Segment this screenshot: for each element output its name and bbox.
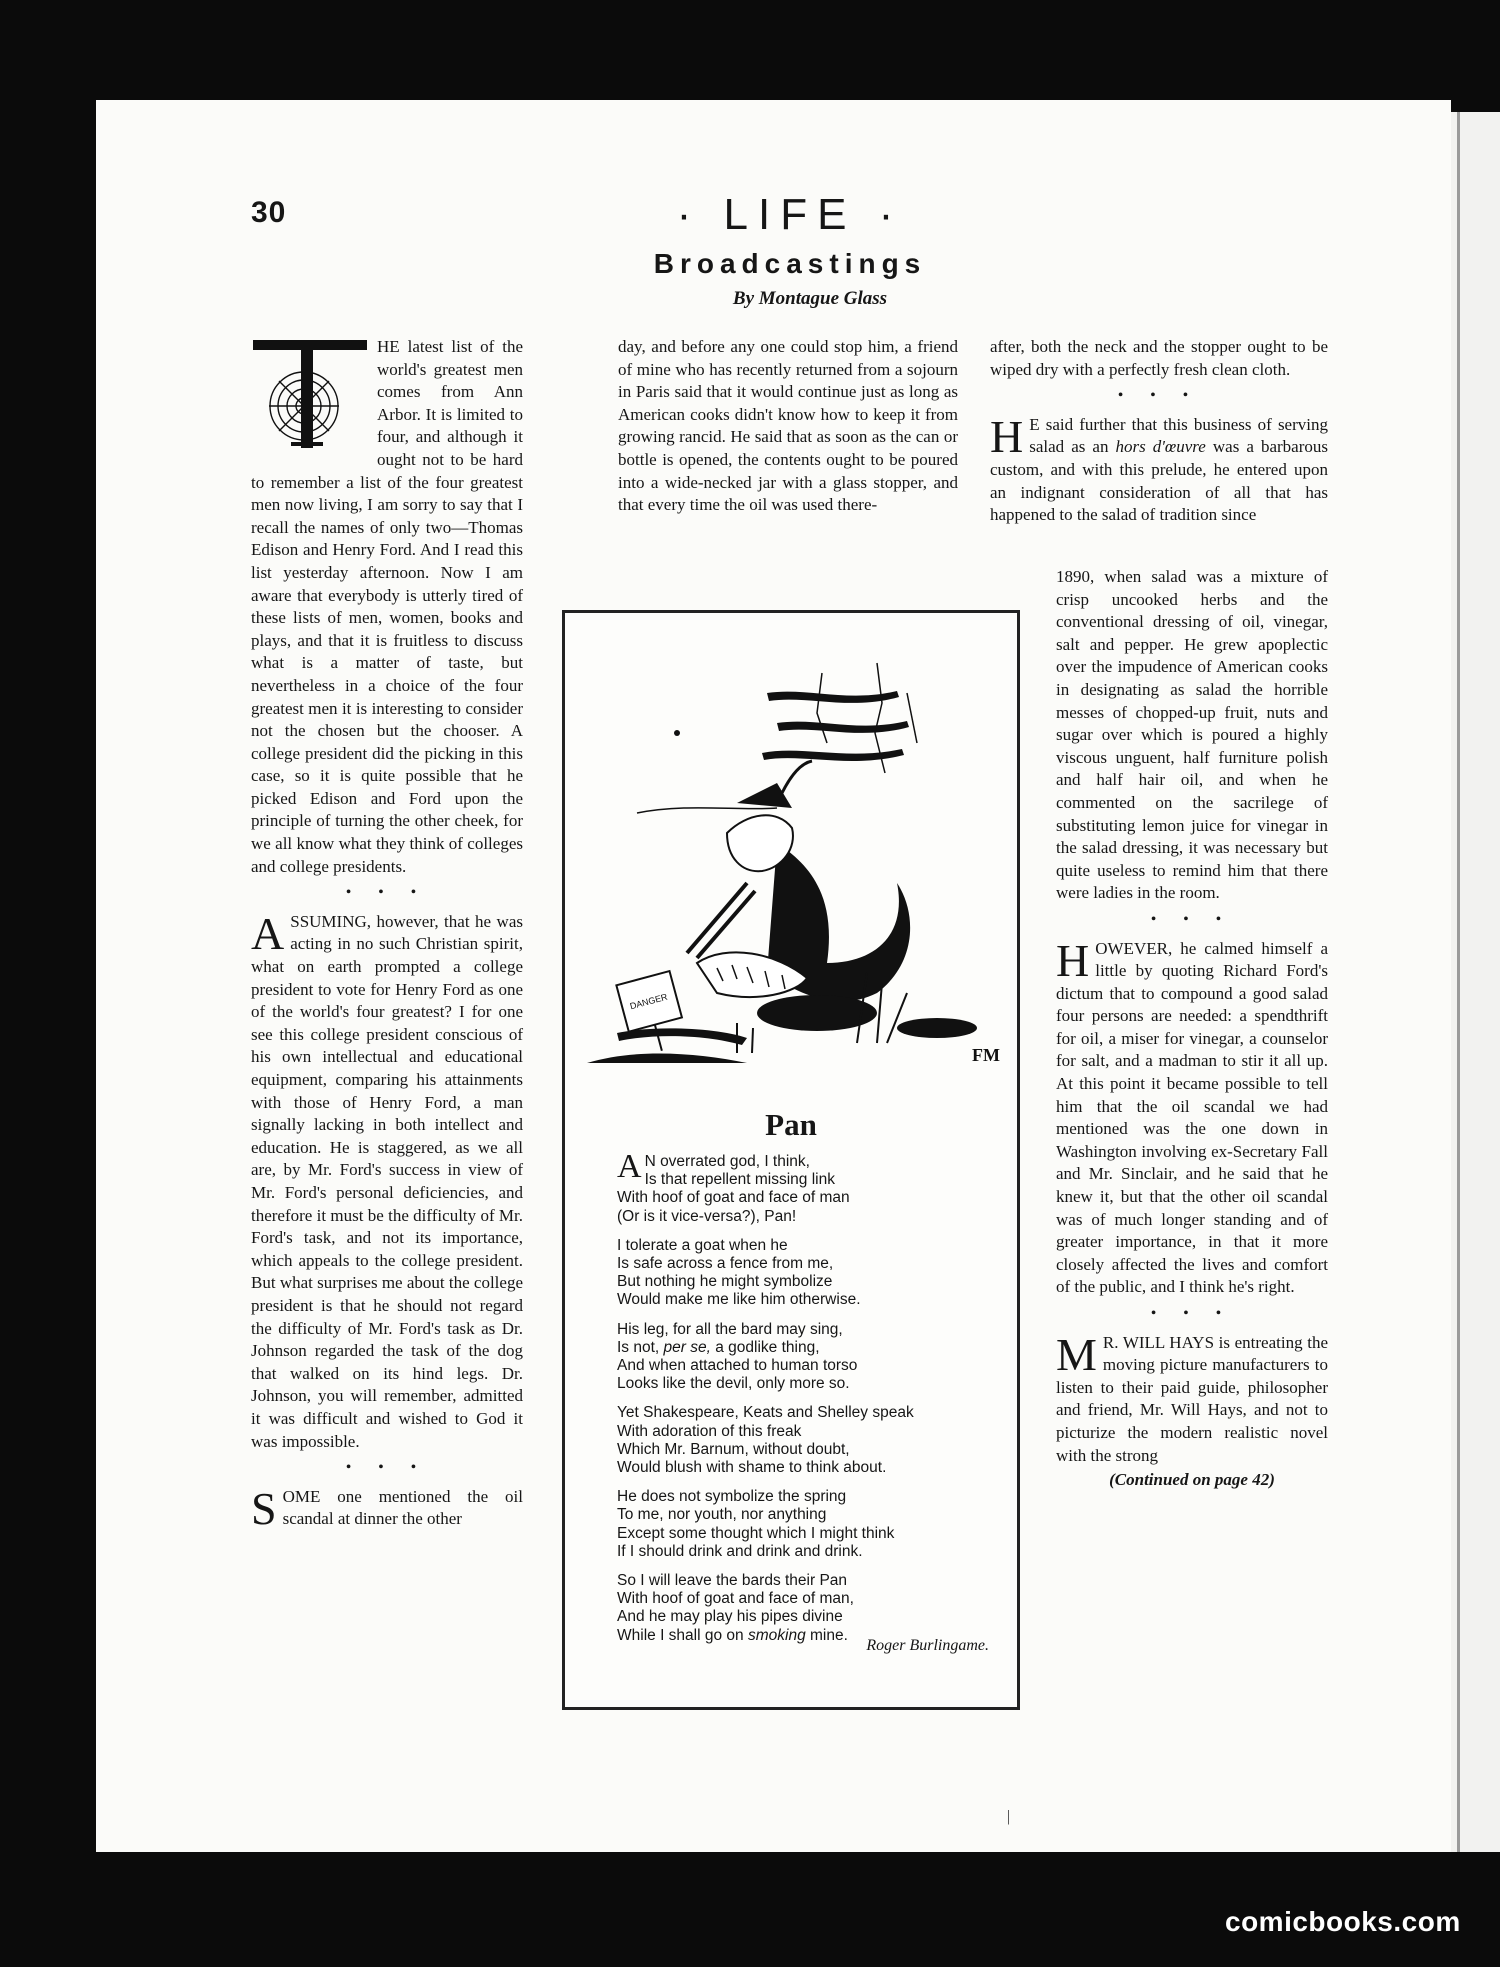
poem-text: a godlike thing, <box>710 1338 820 1356</box>
watermark: comicbooks.com <box>1225 1906 1461 1937</box>
poem-line: If I should drink and drink and drink. <box>617 1542 863 1560</box>
poem-line: Yet Shakespeare, Keats and Shelley speak <box>617 1404 914 1422</box>
section-divider: • • • <box>1151 911 1233 927</box>
spiderweb-dropcap-icon <box>251 336 369 454</box>
article-column-3-narrow <box>1056 566 1328 1492</box>
article-byline: By Montague Glass <box>732 288 888 309</box>
masthead: · LIFE · <box>676 190 904 239</box>
poem-text: While I shall go on <box>617 1626 748 1644</box>
poem-italic: per se, <box>663 1338 711 1356</box>
poem-line: Is that repellent missing link <box>644 1171 835 1189</box>
poem-author: Roger Burlingame. <box>866 1637 989 1654</box>
para-text: E said further that this business of serving salad as an <box>1029 414 1328 457</box>
section-divider: • • • <box>346 885 428 901</box>
poem-italic: smoking <box>747 1626 806 1644</box>
article-column-3 <box>990 336 1328 527</box>
pan-illustration <box>577 633 1007 1063</box>
poem-text: mine. <box>805 1626 848 1644</box>
poem-line: Except some thought which I might think <box>617 1524 895 1542</box>
poem-line: To me, nor youth, nor anything <box>617 1506 827 1524</box>
poem-line: So I will leave the bards their Pan <box>617 1572 848 1590</box>
poem-title: Pan <box>765 1107 817 1142</box>
paragraph-3 <box>251 1482 523 1534</box>
para-text: was a barbarous custom, and with this prelude, he entered upon an indignant consideration of all that has happened to the salad of tradition since <box>990 437 1328 525</box>
poem-line: With hoof of goat and face of man, <box>617 1590 854 1608</box>
stanza-6 <box>617 1572 997 1645</box>
poem-line: Is safe across a fence from me, <box>617 1255 834 1273</box>
stanza-2 <box>617 1237 997 1310</box>
sign-text: DANGER <box>628 991 669 1012</box>
stanza-1 <box>617 1148 997 1226</box>
poem-line <box>617 1339 997 1357</box>
para-text: OWEVER, he calmed himself a little by quoting Richard Ford's dictum that to compound a good salad four persons are needed: a spendthrift for oil, a miser for vinegar, a counselor for salt, and a madman to stir it all up. At this point it became possible to tell him that the oil scandal we had mentioned was the one down in Washington involving ex-Secretary Fall and Mr. Sinclair, and he said that he knew it, but that the other oil scandal was of much longer standing and of greater importance, in that it more closely affected the lives and comfort of the public, and I think he's right. <box>1056 938 1328 1297</box>
stanza-3 <box>617 1321 997 1394</box>
stanza-5 <box>617 1488 997 1561</box>
poem-line: Which Mr. Barnum, without doubt, <box>617 1440 850 1458</box>
paragraph-2-text: SSUMING, however, that he was acting in no such Christian spirit, what on earth prompted a college president to vote for Henry Ford as one of the world's four greatest? I for one see this college president conscious of his own intellectual and educational equipment, comparing his attainments with those of Henry Ford, a man signally lacking in both intellect and education. He is staggered, as we all are, by Mr. Ford's success in view of Mr. Ford's personal deficiencies, and therefore it must be the difficulty of Mr. Ford's task, and not its importance, which appeals to the college president. But what surprises me about the college president is that he should not regard the difficulty of Mr. Ford's task as Dr. Johnson regarded the task of the dog that walked on its hind legs. Dr. Johnson, you will remember, admitted it was difficult and wished to God it was impossible. <box>251 911 523 1451</box>
paragraph-3-3 <box>1056 934 1328 1300</box>
artist-signature: FM <box>972 1045 1000 1063</box>
poem-line: With adoration of this freak <box>617 1422 802 1440</box>
poem-box <box>562 610 1020 1710</box>
poem-line: (Or is it vice-versa?), Pan! <box>617 1207 797 1225</box>
paragraph-2 <box>251 907 523 1453</box>
section-divider: • • • <box>346 1460 428 1476</box>
poem-line: Looks like the devil, only more so. <box>617 1375 850 1393</box>
paragraph-3-1: after, both the neck and the stopper ought to be wiped dry with a perfectly fresh clean cloth. <box>990 337 1328 379</box>
dropcap-letter: H <box>990 410 1024 462</box>
paragraph-3-text: OME one mentioned the oil scandal at dinner the other <box>282 1486 523 1529</box>
poem-line: Would make me like him otherwise. <box>617 1291 861 1309</box>
para-italic: hors d'œuvre <box>1115 437 1206 457</box>
poem-text: Is not, <box>617 1338 664 1356</box>
dropcap-letter: A <box>251 907 285 959</box>
dropcap-letter: A <box>617 1148 642 1185</box>
article-headline: Broadcastings <box>653 248 927 279</box>
stanza-4 <box>617 1404 997 1477</box>
paragraph-continued: day, and before any one could stop him, a friend of mine who has recently returned from a sojourn in Paris said that it would continue just as long as American cooks didn't know how to keep it from growing rancid. He said that as soon as the can or bottle is opened, the contents ought to be poured into a wide-necked jar with a glass stopper, and that every time the oil was used there- <box>618 337 958 515</box>
paragraph-3-4 <box>1056 1328 1328 1468</box>
para-text: R. WILL HAYS is entreating the moving picture manufacturers to listen to their paid guide, philosopher and friend, Mr. Will Hays, and not to picturize the modern realistic novel with the strong <box>1056 1332 1328 1465</box>
poem-line: His leg, for all the bard may sing, <box>617 1320 843 1338</box>
article-column-1 <box>251 336 523 1534</box>
page-number: 30 <box>251 196 287 229</box>
dropcap-letter: H <box>1056 934 1090 986</box>
poem-body <box>617 1148 997 1656</box>
paragraph-3-2 <box>990 410 1328 527</box>
poem-line: He does not symbolize the spring <box>617 1488 847 1506</box>
section-divider: • • • <box>1151 1306 1233 1321</box>
article-column-2 <box>618 336 958 517</box>
paragraph-3-2-cont: 1890, when salad was a mixture of crisp uncooked herbs and the conventional dressing of oil, vinegar, salt and pepper. He grew apoplectic over the impudence of American cooks in designating as salad the horrible messes of chopped-up fruit, nuts and sugar over which is poured a highly viscous unguent, half furniture polish and half hair oil, and when he commented on the sacrilege of substituting lemon juice for vinegar in the salad dressing, it was necessary but quite useless to remind him that there were ladies in the room. <box>1056 567 1328 903</box>
poem-line: But nothing he might symbolize <box>617 1273 833 1291</box>
dropcap-letter: M <box>1056 1328 1097 1380</box>
poem-line: I tolerate a goat when he <box>617 1236 788 1254</box>
poem-line: And he may play his pipes divine <box>617 1608 843 1626</box>
dropcap-letter: S <box>251 1482 277 1534</box>
adjacent-page-edge <box>1451 112 1500 1852</box>
poem-line: N overrated god, I think, <box>644 1153 810 1170</box>
section-divider: • • • <box>1118 388 1200 404</box>
poem-line: And when attached to human torso <box>617 1357 858 1375</box>
continued-note: (Continued on page 42) <box>1109 1470 1275 1490</box>
poem-line: With hoof of goat and face of man <box>617 1189 850 1207</box>
paragraph-1: HE latest list of the world's greatest men comes from Ann Arbor. It is limited to four, and although it ought not to be hard to remember a list of the four greatest men now living, I am sorry to say that I recall the names of only two—Thomas Edison and Henry Ford. And I read this list yesterday afternoon. Now I am aware that everybody is utterly tired of these lists of men, women, books and plays, and that it is fruitless to discuss what is a matter of taste, but nevertheless in a choice of the four greatest men it is interesting to consider not the chosen but the chooser. A college president did the picking in this case, so it is quite possible that he picked Edison and Ford upon the principle of turning the other cheek, for we all know what they think of colleges and college presidents. <box>251 337 523 876</box>
poem-line: Would blush with shame to think about. <box>617 1459 887 1477</box>
scan-mark: | <box>1007 1808 1011 1825</box>
